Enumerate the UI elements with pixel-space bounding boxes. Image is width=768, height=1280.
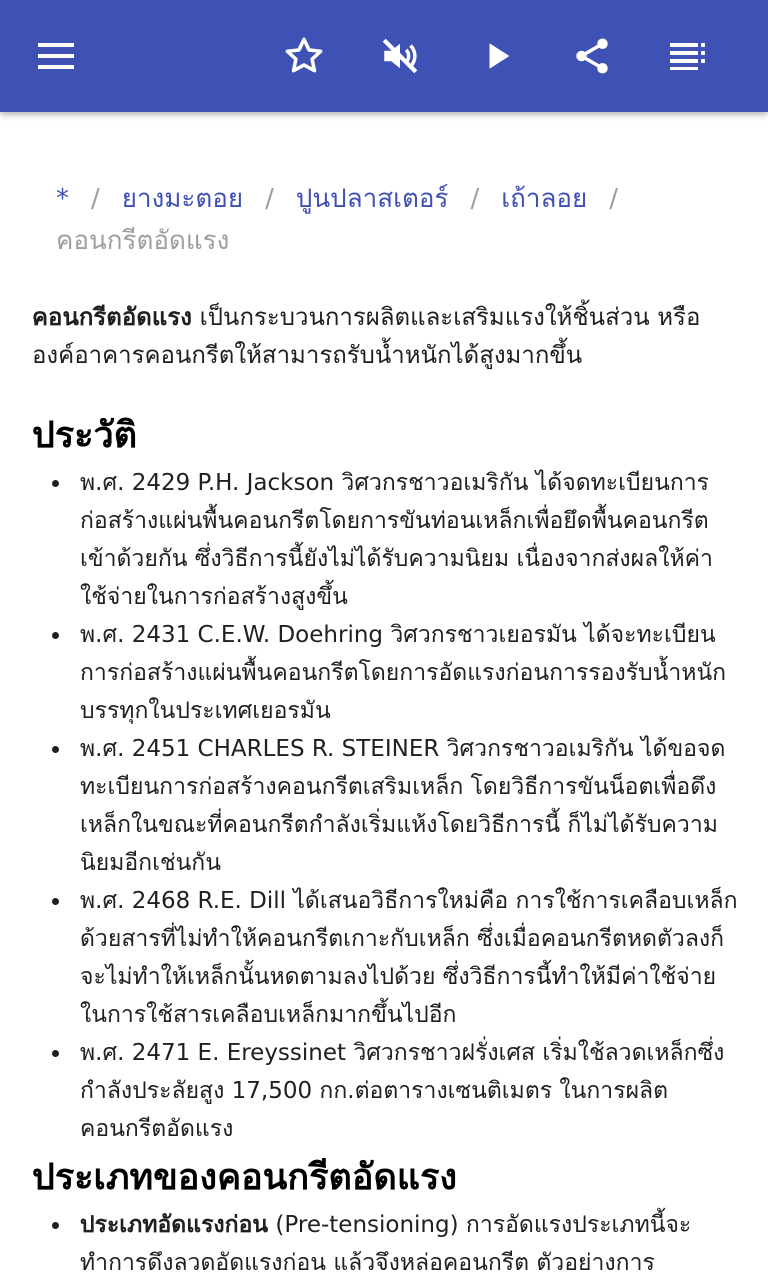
breadcrumb xyxy=(56,178,736,262)
star-outline-icon xyxy=(283,35,325,77)
list-item xyxy=(32,1206,738,1280)
type-term: ประเภทอัดแรงก่อน xyxy=(80,1212,269,1238)
list-item: พ.ศ. 2468 R.E. Dill ได้เสนอวิธีการใหม่คือ การใช้การเคลือบเหล็กด้วยสารที่ไม่ทำให้คอนกรีตเกาะกับเหล็ก ซึ่งเมื่อคอนกรีตหดตัวลงก็จะไม่ทำให้เหล็กนั้นหดตามลงไปด้วย ซึ่งวิธีการนี้ทำให้มีค่าใช้จ่ายในการใช้สารเคลือบเหล็กมากขึ้นไปอีก xyxy=(32,882,738,1034)
breadcrumb-link-plaster[interactable]: ปูนปลาสเตอร์ xyxy=(295,184,449,214)
intro-paragraph xyxy=(32,298,738,374)
breadcrumb-separator: / xyxy=(470,184,480,214)
list-item: พ.ศ. 2471 E. Ereyssinet วิศวกรชาวฝรั่งเศส เริ่มใช้ลวดเหล็กซึ่งกำลังประลัยสูง 17,500 กก.ต่อตารางเซนติเมตร ในการผลิตคอนกรีตอัดแรง xyxy=(32,1034,738,1148)
menu-button[interactable] xyxy=(28,28,84,84)
breadcrumb-link-root[interactable]: * xyxy=(56,184,69,214)
share-icon xyxy=(571,35,613,77)
list-item: พ.ศ. 2429 P.H. Jackson วิศวกรชาวอเมริกัน ได้จดทะเบียนการก่อสร้างแผ่นพื้นคอนกรีตโดยการขันท่อนเหล็กเพื่อยึดพื้นคอนกรีตเข้าด้วยกัน ซึ่งวิธีการนี้ยังไม่ได้รับความนิยม เนื่องจากส่งผลให้ค่าใช้จ่ายในการก่อสร้างสูงขึ้น xyxy=(32,464,738,616)
breadcrumb-separator: / xyxy=(265,184,274,214)
intro-text: เป็นกระบวนการผลิตและเสริมแรงให้ชิ้นส่วน หรือองค์อาคารคอนกรีตให้สามารถรับน้ำหนักได้สูงมากขึ้น xyxy=(32,303,701,369)
toc-button[interactable] xyxy=(660,28,716,84)
breadcrumb-link-asphalt[interactable]: ยางมะตอย xyxy=(121,184,244,214)
intro-term: คอนกรีตอัดแรง xyxy=(32,303,192,331)
history-list xyxy=(32,464,738,1148)
type-text: (Pre-tensioning) การอัดแรงประเภทนี้จะทำการดึงลวดอัดแรงก่อน แล้วจึงหล่อคอนกรีต ตัวอย่างการ xyxy=(80,1212,692,1276)
menu-icon xyxy=(36,41,76,71)
breadcrumb-current: คอนกรีตอัดแรง xyxy=(56,226,230,256)
types-heading: ประเภทของคอนกรีตอัดแรง xyxy=(32,1157,458,1198)
list-icon xyxy=(668,41,708,71)
list-item: พ.ศ. 2451 CHARLES R. STEINER วิศวกรชาวอเมริกัน ได้ขอจดทะเบียนการก่อสร้างคอนกรีตเสริมเหล็ก โดยวิธีการขันน็อตเพื่อดึงเหล็กในขณะที่คอนกรีตกำลังเริ่มแห้งโดยวิธีการนี้ ก็ไม่ได้รับความนิยมอีกเช่นกัน xyxy=(32,730,738,882)
bookmark-button[interactable] xyxy=(276,28,332,84)
breadcrumb-separator: / xyxy=(91,184,100,214)
types-list xyxy=(32,1206,738,1280)
app-toolbar xyxy=(0,0,768,112)
list-item: พ.ศ. 2431 C.E.W. Doehring วิศวกรชาวเยอรมัน ได้จะทะเบียนการก่อสร้างแผ่นพื้นคอนกรีตโดยการอัดแรงก่อนการรองรับน้ำหนักบรรทุกในประเทศเยอรมัน xyxy=(32,616,738,730)
history-heading: ประวัติ xyxy=(32,415,138,456)
article-content xyxy=(0,112,768,1280)
mute-button[interactable] xyxy=(372,28,428,84)
breadcrumb-separator: / xyxy=(609,184,618,214)
play-icon xyxy=(481,39,515,73)
play-button[interactable] xyxy=(470,28,526,84)
share-button[interactable] xyxy=(564,28,620,84)
breadcrumb-link-fly-ash[interactable]: เถ้าลอย xyxy=(501,184,588,214)
volume-off-icon xyxy=(379,35,421,77)
